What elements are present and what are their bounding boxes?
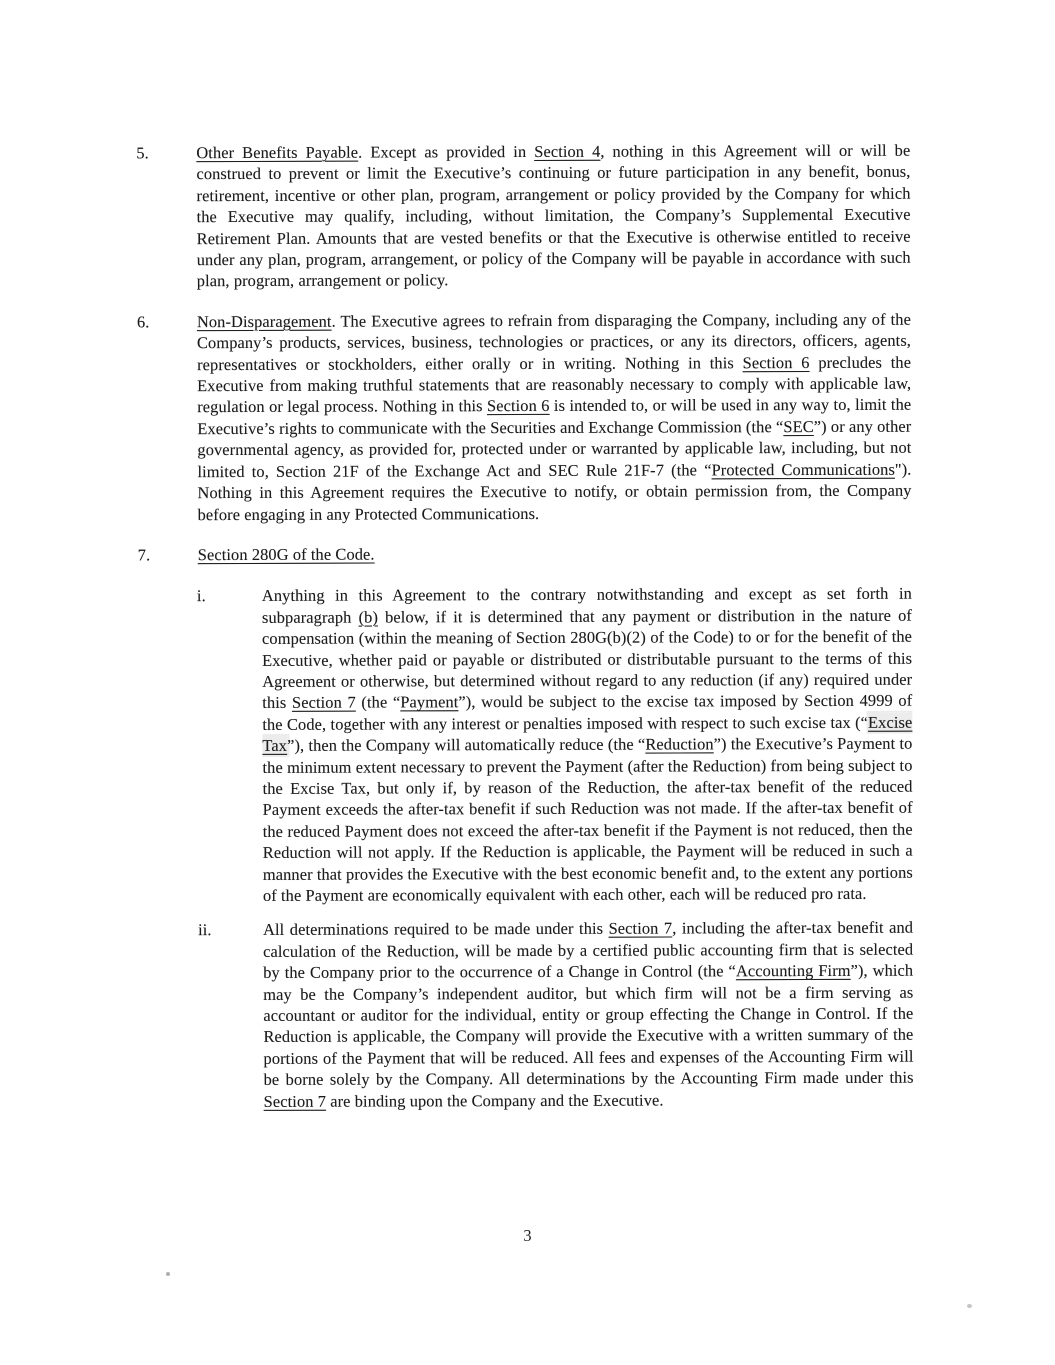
subsection-i-text: Anything in this Agreement to the contrary notwithstanding and except as set forth in subparagraph (b) below, if it is determined that any payment or distribution in the nature of compensation (within the meaning of Section 280G(b)(2) of the Code) to or for the benefit of the Executive, whether paid or payable or distributed or distributable pursuant to the terms of this Agreement or otherwise, but determined without regard to any reduction (if any) required under this Section 7 (the “Payment”), would be subject to the excise tax imposed by Section 4999 of the Code, together with any interest or penalties imposed with respect to such excise tax (“Excise Tax”), then the Company will automatically reduce (the “Reduction”) the Executive’s Payment to the minimum extent necessary to prevent the Payment (after the Reduction) from being subject to the Excise Tax, but only if, by reason of the Reduction, the after-tax benefit of the reduced Payment exceeds the after-tax benefit if such Reduction was not made. If the after-tax benefit of the reduced Payment does not exceed the after-tax benefit if the Payment is not reduced, then the Reduction will not apply. If the Reduction is applicable, the Payment will be reduced in such a manner that provides the Executive with the best economic benefit and, to the extent any portions of the Payment are economically equivalent with each other, each will be reduced pro rata. <box>261 583 913 905</box>
page-footer <box>0 1226 1055 1246</box>
section-7-heading <box>138 542 912 566</box>
section-7-number: 7. <box>137 545 151 565</box>
section-6-text: Non-Disparagement. The Executive agrees to refrain from disparaging the Company, including any of the Company’s products, services, business, technologies or practices, or any its directors, officers, agents, representatives or stockholders, either orally or in writing. Nothing in this Section 6 precludes the Executive from making truthful statements that are reasonably necessary to comply with applicable law, regulation or legal process. Nothing in this Section 6 is intended to, or will be used in any way to, limit the Executive’s rights to communicate with the Securities and Exchange Commission (the “SEC”) or any other governmental agency, as provided for, protected under or warranted by applicable law, including, but not limited to, Section 21F of the Exchange Act and SEC Rule 21F-7 (the “Protected Communications"). Nothing in this Agreement requires the Executive to notify, or obtain permission from, the Company before engaging in any Protected Communications. <box>196 309 912 524</box>
subsection-ii-text: All determinations required to be made under this Section 7, including the after-tax benefit and calculation of the Reduction, will be made by a certified public accounting firm that is selected by the Company prior to the occurrence of a Change in Control (the “Accounting Firm”), which may be the Company’s independent auditor, but which firm will not be a firm serving as accountant or auditor for the individual, entity or group effecting the Change in Control. If the Reduction is applicable, the Company will provide the Executive with a written summary of the portions of the Payment that will be reduced. All fees and expenses of the Accounting Firm will be borne solely by the Company. All determinations by the Accounting Firm made under this Section 7 are binding upon the Company and the Executive. <box>263 918 914 1111</box>
section-7-heading-text: Section 280G of the Code. <box>197 544 375 565</box>
subsection-ii-marker: ii. <box>198 920 212 940</box>
section-5-text: Other Benefits Payable. Except as provided in Section 4, nothing in this Agreement will or will be construed to prevent or limit the Executive’s continuing or future participation in any benefit, bonus, retirement, incentive or other plan, program, arrangement or policy provided by the Company for which the Executive may qualify, including, without limitation, the Company’s Supplemental Executive Retirement Plan. Amounts that are vested benefits or that the Executive is otherwise entitled to receive under any plan, program, arrangement, or policy of the Company will be payable in accordance with such plan, program, arrangement or policy. <box>196 140 911 291</box>
section-5 <box>136 140 911 293</box>
section-6-number: 6. <box>136 312 150 332</box>
document-body <box>136 140 913 1113</box>
scan-speck <box>166 1272 170 1276</box>
page-number: 3 <box>523 1226 532 1245</box>
subsection-i <box>138 583 913 907</box>
scan-speck <box>967 1304 972 1308</box>
subsection-ii <box>139 917 914 1112</box>
subsection-i-marker: i. <box>196 586 206 606</box>
section-6 <box>137 308 912 525</box>
section-5-number: 5. <box>136 143 149 163</box>
